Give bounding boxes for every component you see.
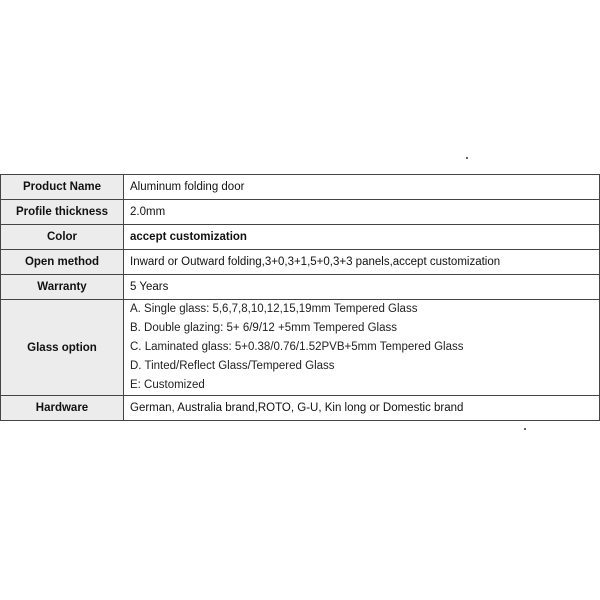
row-label-glass-option: Glass option [1, 300, 124, 396]
table-row-open-method [1, 250, 600, 275]
row-value-warranty: 5 Years [124, 275, 600, 300]
row-label-warranty: Warranty [1, 275, 124, 300]
row-label-profile-thickness: Profile thickness [1, 200, 124, 225]
row-label-color: Color [1, 225, 124, 250]
row-value-product-name: Aluminum folding door [124, 175, 600, 200]
row-value-glass-option [124, 300, 600, 396]
row-label-product-name: Product Name [1, 175, 124, 200]
spec-table [0, 174, 600, 421]
stray-dot-bottom [524, 428, 526, 430]
table-row-profile-thickness [1, 200, 600, 225]
glass-option-line-d: D. Tinted/Reflect Glass/Tempered Glass [130, 360, 335, 372]
row-value-hardware: German, Australia brand,ROTO, G-U, Kin long or Domestic brand [124, 396, 600, 421]
glass-option-line-b: B. Double glazing: 5+ 6/9/12 +5mm Tempered Glass [130, 322, 397, 334]
table-row-warranty [1, 275, 600, 300]
stray-dot-top [466, 157, 468, 159]
glass-option-line-c: C. Laminated glass: 5+0.38/0.76/1.52PVB+5mm Tempered Glass [130, 341, 464, 353]
table-row-color [1, 225, 600, 250]
row-value-open-method: Inward or Outward folding,3+0,3+1,5+0,3+3 panels,accept customization [124, 250, 600, 275]
table-row-product-name [1, 175, 600, 200]
table-row-glass-option [1, 300, 600, 396]
glass-option-line-e: E: Customized [130, 379, 205, 391]
glass-option-line-a: A. Single glass: 5,6,7,8,10,12,15,19mm Tempered Glass [130, 303, 418, 315]
row-label-open-method: Open method [1, 250, 124, 275]
table-row-hardware [1, 396, 600, 421]
row-label-hardware: Hardware [1, 396, 124, 421]
row-value-color: accept customization [124, 225, 600, 250]
row-value-profile-thickness: 2.0mm [124, 200, 600, 225]
